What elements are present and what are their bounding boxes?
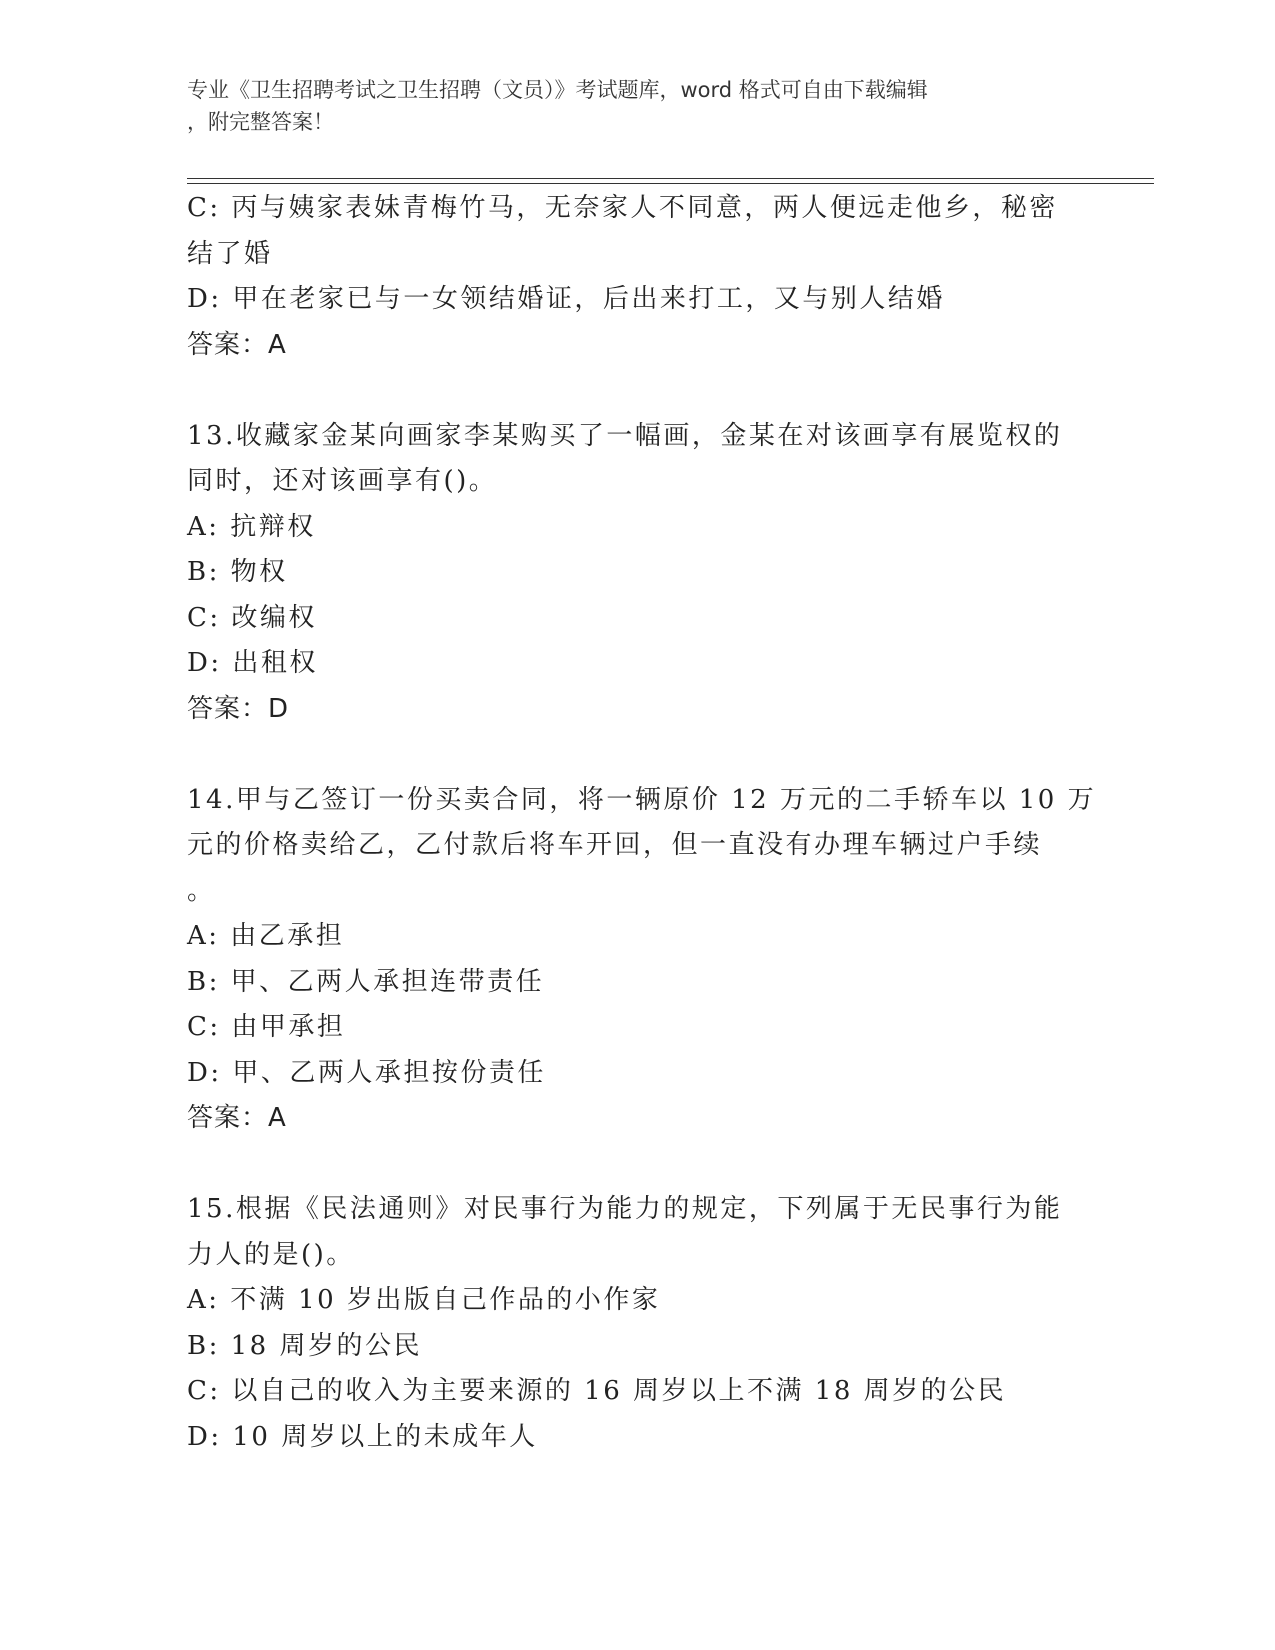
option-a: A: 抗辩权 <box>187 511 316 542</box>
option-a: A: 不满 10 岁出版自己作品的小作家 <box>187 1285 661 1315</box>
option-d: D: 甲、乙两人承担按份责任 <box>187 1057 546 1088</box>
option-b: B: 18 周岁的公民 <box>187 1330 422 1361</box>
question-12-tail <box>187 186 1087 368</box>
header-line-2: ，附完整答案！ <box>187 110 334 134</box>
option-c-line-1: C: 丙与姨家表妹青梅竹马，无奈家人不同意，两人便远走他乡，秘密 <box>187 193 1058 223</box>
answer-label: 答案：A <box>187 1103 287 1133</box>
question-stem-line-2: 元的价格卖给乙，乙付款后将车开回，但一直没有办理车辆过户手续 <box>187 830 1043 860</box>
option-b: B: 物权 <box>187 557 288 587</box>
question-stem-line-1: 14.甲与乙签订一份买卖合同，将一辆原价 12 万元的二手轿车以 10 万 <box>187 784 1097 815</box>
header-divider-bottom <box>187 183 1154 184</box>
answer-label: 答案：A <box>187 329 287 360</box>
question-stem-line-2: 同时，还对该画享有()。 <box>187 466 498 496</box>
option-d: D: 10 周岁以上的未成年人 <box>187 1421 538 1452</box>
header-line-1: 专业《卫生招聘考试之卫生招聘（文员）》考试题库，word 格式可自由下载编辑 <box>187 78 928 102</box>
option-a: A: 由乙承担 <box>187 921 345 951</box>
option-c: C: 以自己的收入为主要来源的 16 周岁以上不满 18 周岁的公民 <box>187 1376 1007 1406</box>
option-c: C: 由甲承担 <box>187 1012 346 1042</box>
question-list <box>187 186 1097 1460</box>
spacer <box>187 1142 1087 1188</box>
option-d: D: 甲在老家已与一女领结婚证，后出来打工，又与别人结婚 <box>187 284 945 314</box>
question-15 <box>187 1187 1087 1460</box>
question-stem-line-3: 。 <box>187 875 216 906</box>
document-header <box>187 74 1067 138</box>
spacer <box>187 368 1087 414</box>
question-stem-line-1: 13.收藏家金某向画家李某购买了一幅画，金某在对该画享有展览权的 <box>187 420 1063 451</box>
question-13 <box>187 414 1087 733</box>
answer-label: 答案：D <box>187 693 290 724</box>
question-14 <box>187 778 1097 1142</box>
option-d: D: 出租权 <box>187 648 318 678</box>
option-c-line-2: 结了婚 <box>187 238 273 269</box>
question-stem-line-2: 力人的是()。 <box>187 1239 355 1270</box>
header-divider-top <box>187 178 1154 179</box>
spacer <box>187 732 1087 778</box>
question-stem-line-1: 15.根据《民法通则》对民事行为能力的规定，下列属于无民事行为能 <box>187 1194 1063 1224</box>
option-c: C: 改编权 <box>187 602 317 633</box>
option-b: B: 甲、乙两人承担连带责任 <box>187 966 545 997</box>
